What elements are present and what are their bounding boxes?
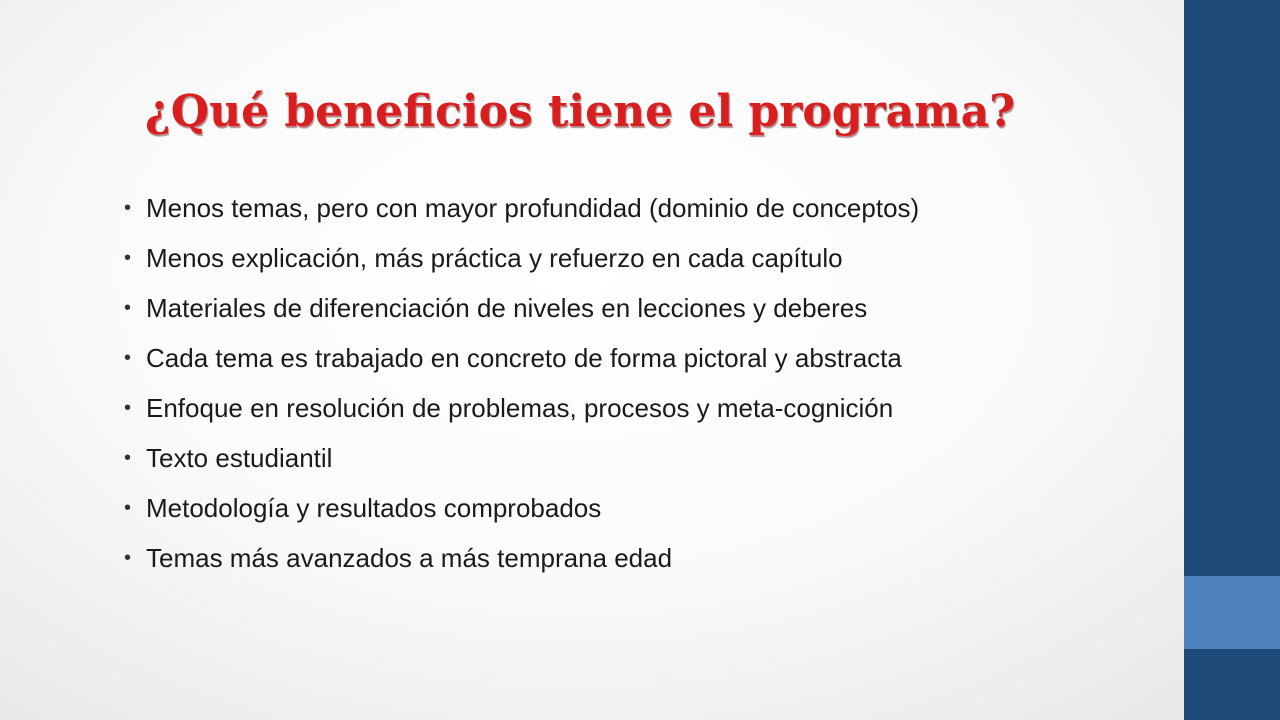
bullet-dot: • <box>124 447 132 469</box>
bullet-item <box>122 190 1082 227</box>
bullet-dot: • <box>124 297 132 319</box>
bullet-item <box>122 440 1082 477</box>
bullet-item <box>122 540 1082 577</box>
bullet-text: Enfoque en resolución de problemas, procesos y meta-cognición <box>146 393 894 423</box>
bullet-text: Metodología y resultados comprobados <box>146 493 602 523</box>
bullet-dot: • <box>124 397 132 419</box>
bullet-item <box>122 290 1082 327</box>
bullet-text: Cada tema es trabajado en concreto de forma pictoral y abstracta <box>146 343 902 373</box>
bullet-list <box>122 190 1082 590</box>
bullet-dot: • <box>124 547 132 569</box>
bullet-text: Materiales de diferenciación de niveles en lecciones y deberes <box>146 293 868 323</box>
bullet-text: Menos explicación, más práctica y refuerzo en cada capítulo <box>146 243 843 273</box>
bullet-dot: • <box>124 197 132 219</box>
bullet-text: Temas más avanzados a más temprana edad <box>146 543 673 573</box>
bullet-dot: • <box>124 347 132 369</box>
bullet-text: Texto estudiantil <box>146 443 333 473</box>
bullet-dot: • <box>124 247 132 269</box>
bullet-item <box>122 340 1082 377</box>
bullet-item <box>122 490 1082 527</box>
bullet-item <box>122 240 1082 277</box>
bullet-dot: • <box>124 497 132 519</box>
side-bar-accent <box>1184 576 1280 649</box>
slide-title: ¿Qué beneficios tiene el programa? <box>144 86 1016 137</box>
bullet-text: Menos temas, pero con mayor profundidad (dominio de conceptos) <box>146 193 920 223</box>
bullet-item <box>122 390 1082 427</box>
